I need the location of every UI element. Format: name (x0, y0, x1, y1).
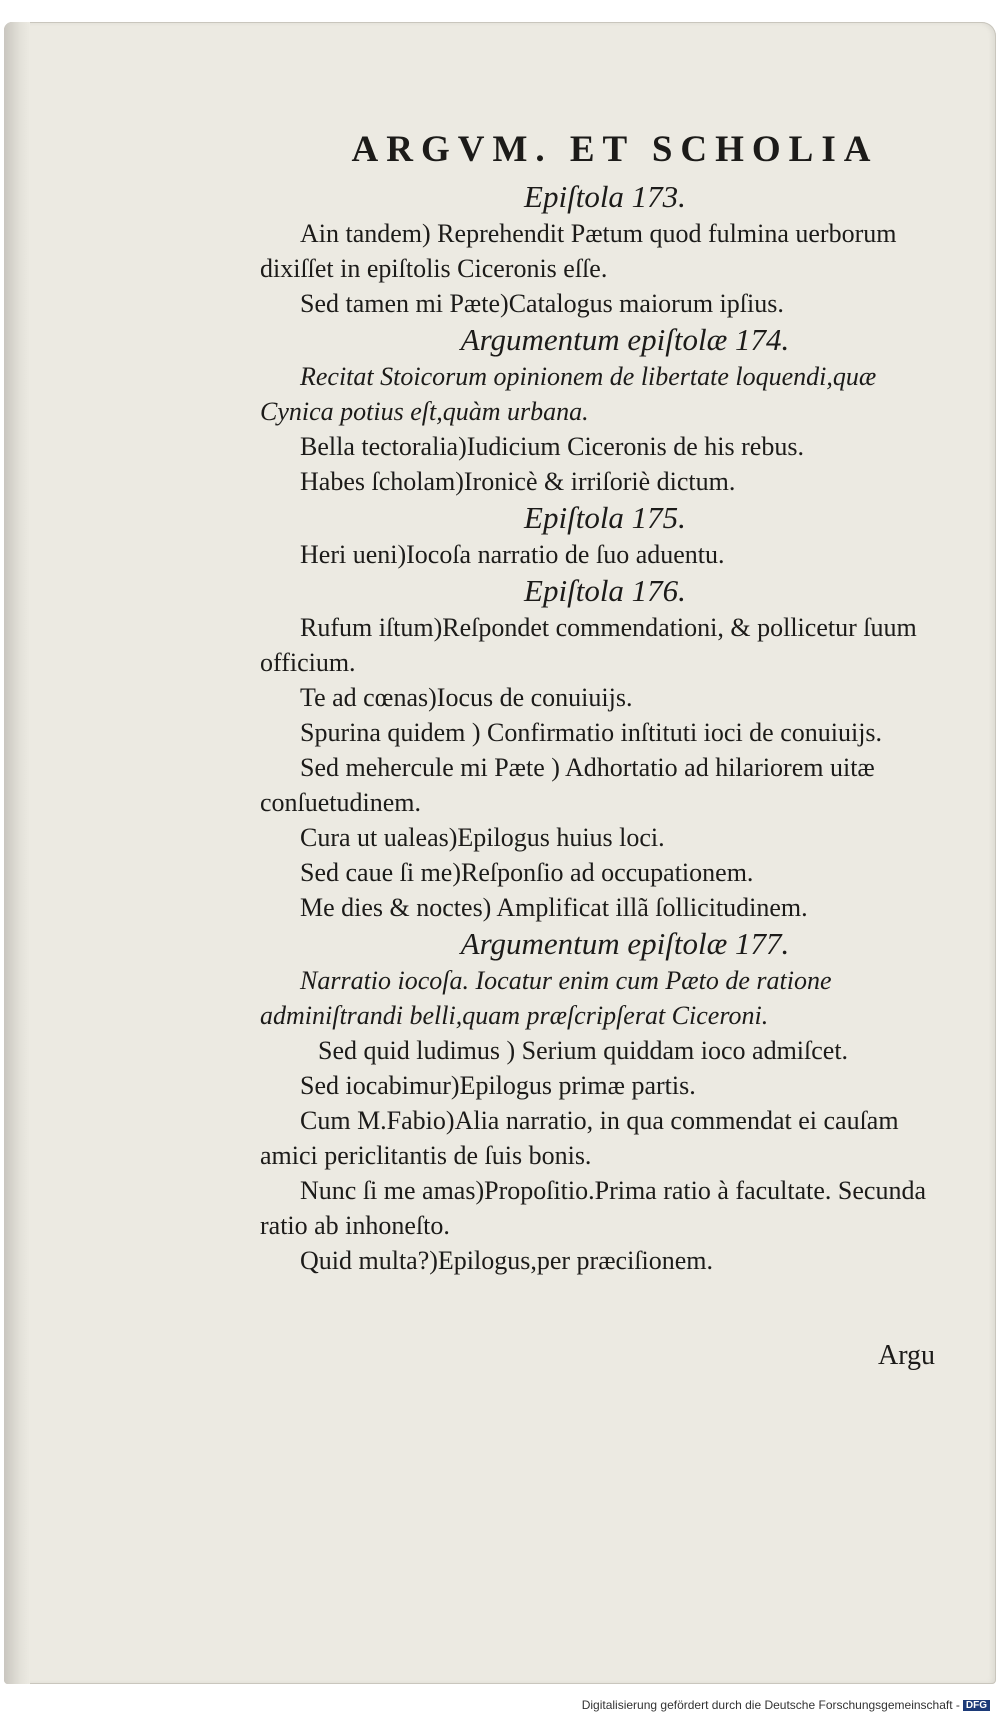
text-block (260, 126, 950, 1278)
catchword: Argu (878, 1340, 936, 1371)
section-heading: Epiſtola 176. (524, 573, 686, 608)
paragraph: Me dies & noctes) Amplificat illã ſollicitudinem. (300, 893, 808, 922)
content-blocks (260, 178, 950, 1278)
paragraph: Cum M.Fabio)Alia narratio, in qua commendat ei cauſam amici periclitantis de ſuis bonis. (260, 1106, 899, 1170)
paragraph: Nunc ſi me amas)Propoſitio.Prima ratio à facultate. Secunda ratio ab inhoneſto. (260, 1176, 926, 1240)
book-page (4, 22, 996, 1684)
dfg-logo: DFG (963, 1700, 990, 1711)
paragraph: Sed iocabimur)Epilogus primæ partis. (300, 1071, 696, 1100)
section-heading: Argumentum epiſtolæ 174. (460, 322, 790, 357)
paragraph: Quid multa?)Epilogus,per præciſionem. (300, 1246, 714, 1275)
paragraph: Narratio iocoſa. Iocatur enim cum Pæto de ratione adminiſtrandi belli,quam præſcripſerat Ciceroni. (260, 966, 832, 1030)
section-heading: Epiſtola 175. (524, 500, 686, 535)
section-heading: Argumentum epiſtolæ 177. (460, 926, 790, 961)
paragraph: Recitat Stoicorum opinionem de libertate loquendi,quæ Cynica potius eſt,quàm urbana. (260, 362, 877, 426)
paragraph: Sed mehercule mi Pæte ) Adhortatio ad hilariorem uitæ conſuetudinem. (260, 753, 875, 817)
paragraph: Bella tectoralia)Iudicium Ciceronis de his rebus. (300, 432, 804, 461)
paragraph: Sed tamen mi Pæte)Catalogus maiorum ipſius. (300, 289, 784, 318)
section-heading: Epiſtola 173. (524, 179, 686, 214)
page-gutter (4, 22, 30, 1684)
paragraph: Heri ueni)Iocoſa narratio de ſuo aduentu. (300, 540, 725, 569)
paragraph: Ain tandem) Reprehendit Pætum quod fulmina uerborum dixiſſet in epiſtolis Ciceronis eſſe. (260, 219, 897, 283)
paragraph: Te ad cœnas)Iocus de conuiuijs. (300, 683, 633, 712)
running-head: ARGVM. ET SCHOLIA (351, 129, 879, 170)
footer-text: Digitalisierung gefördert durch die Deutsche Forschungsgemeinschaft - (581, 1698, 960, 1712)
paragraph: Cura ut ualeas)Epilogus huius loci. (300, 823, 665, 852)
paragraph: Sed caue ſi me)Reſponſio ad occupationem. (300, 858, 754, 887)
paragraph: Rufum iſtum)Reſpondet commendationi, & pollicetur ſuum officium. (260, 613, 917, 677)
paragraph: Sed quid ludimus ) Serium quiddam ioco admiſcet. (318, 1036, 849, 1065)
footer (0, 1698, 990, 1712)
paragraph: Habes ſcholam)Ironicè & irriſoriè dictum. (300, 467, 736, 496)
paragraph: Spurina quidem ) Confirmatio inſtituti ioci de conuiuijs. (300, 718, 883, 747)
